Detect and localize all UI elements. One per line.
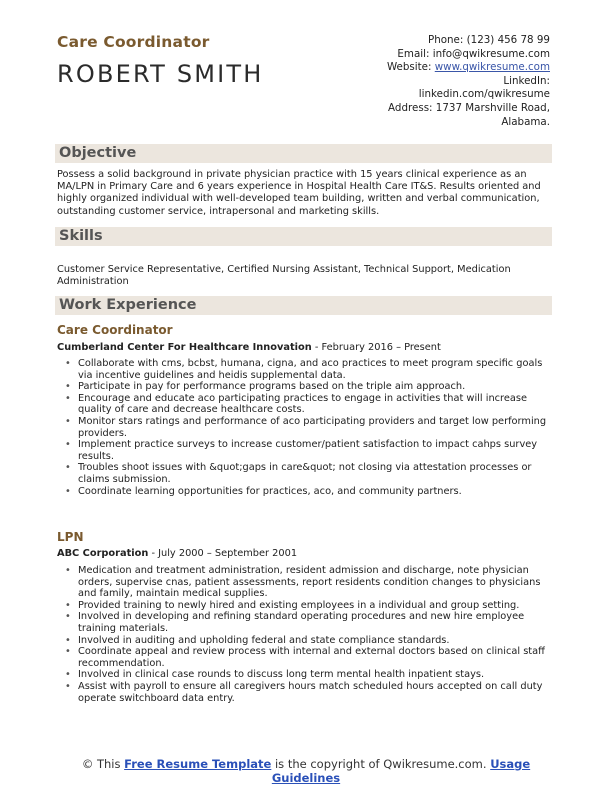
- list-item: • Participate in pay for performance programs based on the triple aim approach.: [65, 381, 555, 393]
- usage-guidelines-link[interactable]: Usage Guidelines: [271, 757, 531, 785]
- objective-heading: Objective: [59, 145, 137, 161]
- candidate-name: ROBERT SMITH: [57, 60, 264, 88]
- list-item: • Medication and treatment administration, resident admission and discharge, note physician orders, supervise cnas, patient assessments, report residents condition changes to physicians and family, maintain medical supplies.: [65, 565, 555, 600]
- job-2-title: LPN: [57, 530, 84, 544]
- experience-section-bar: [55, 296, 552, 315]
- website-label: Website:: [386, 61, 435, 74]
- job-2-bullets: [65, 565, 555, 704]
- contact-address-line2: Alabama.: [501, 115, 550, 128]
- contact-website: [310, 61, 550, 75]
- job-1-company: Cumberland Center For Healthcare Innovation: [57, 342, 312, 353]
- list-item: • Involved in clinical case rounds to discuss long term mental health inpatient stays.: [65, 669, 555, 681]
- contact-address-line1: Address: 1737 Marshville Road,: [388, 101, 550, 114]
- list-item: • Implement practice surveys to increase customer/patient satisfaction to impact cahps survey results.: [65, 439, 555, 462]
- contact-block: [310, 34, 550, 129]
- skills-section-bar: [55, 227, 552, 246]
- job-1-title: Care Coordinator: [57, 323, 173, 337]
- contact-linkedin-url: linkedin.com/qwikresume: [418, 88, 550, 101]
- contact-email: Email: info@qwikresume.com: [397, 47, 550, 60]
- experience-heading: Work Experience: [59, 297, 197, 313]
- job-2-dates: - July 2000 – September 2001: [148, 548, 298, 559]
- footer-prefix: © This: [81, 757, 125, 771]
- footer-copyright-text: is the copyright of Qwikresume.com.: [271, 757, 491, 771]
- job-1-dates: - February 2016 – Present: [311, 342, 441, 353]
- contact-phone: Phone: (123) 456 78 99: [427, 34, 550, 46]
- list-item: • Involved in developing and refining standard operating procedures and new hire employee training materials.: [65, 611, 555, 634]
- job-2-company-line: [57, 548, 297, 559]
- website-link[interactable]: www.qwikresume.com: [434, 61, 550, 74]
- footer: [60, 757, 552, 785]
- free-resume-template-link[interactable]: Free Resume Template: [124, 757, 272, 771]
- job-2-company: ABC Corporation: [57, 548, 149, 559]
- skills-text: Customer Service Representative, Certified Nursing Assistant, Technical Support, Medication Administration: [57, 264, 511, 288]
- objective-section-bar: [55, 144, 552, 163]
- objective-text: Possess a solid background in private physician practice with 15 years clinical experience as an MA/LPN in Primary Care and 6 years experience in Hospital Health Care IT&S. Results oriented and highly organized individual with well-developed team building, written and verbal communication, outstanding customer service, intrapersonal and marketing skills.: [57, 169, 541, 217]
- contact-linkedin-label: LinkedIn:: [503, 74, 550, 87]
- list-item: • Monitor stars ratings and performance of aco participating providers and target low performing providers.: [65, 416, 555, 439]
- list-item: • Coordinate learning opportunities for practices, aco, and community partners.: [65, 486, 555, 498]
- list-item: • Encourage and educate aco participating practices to engage in activities that will increase quality of care and decrease healthcare costs.: [65, 393, 555, 416]
- skills-heading: Skills: [59, 228, 103, 244]
- list-item: • Collaborate with cms, bcbst, humana, cigna, and aco practices to meet program specific goals via incentive guidelines and heidis supplemental data.: [65, 358, 555, 381]
- job-1-bullets: [65, 358, 555, 497]
- list-item: • Assist with payroll to ensure all caregivers hours match scheduled hours accepted on call duty operate switchboard data entry.: [65, 681, 555, 704]
- list-item: • Provided training to newly hired and existing employees in a individual and group setting.: [65, 600, 555, 612]
- list-item: • Troubles shoot issues with &quot;gaps in care&quot; not closing via attestation processes or claims submission.: [65, 462, 555, 485]
- job-1-company-line: [57, 342, 441, 353]
- list-item: • Coordinate appeal and review process with internal and external doctors based on clinical staff recommendation.: [65, 646, 555, 669]
- list-item: • Involved in auditing and upholding federal and state compliance standards.: [65, 635, 555, 647]
- header-job-title: Care Coordinator: [57, 33, 210, 51]
